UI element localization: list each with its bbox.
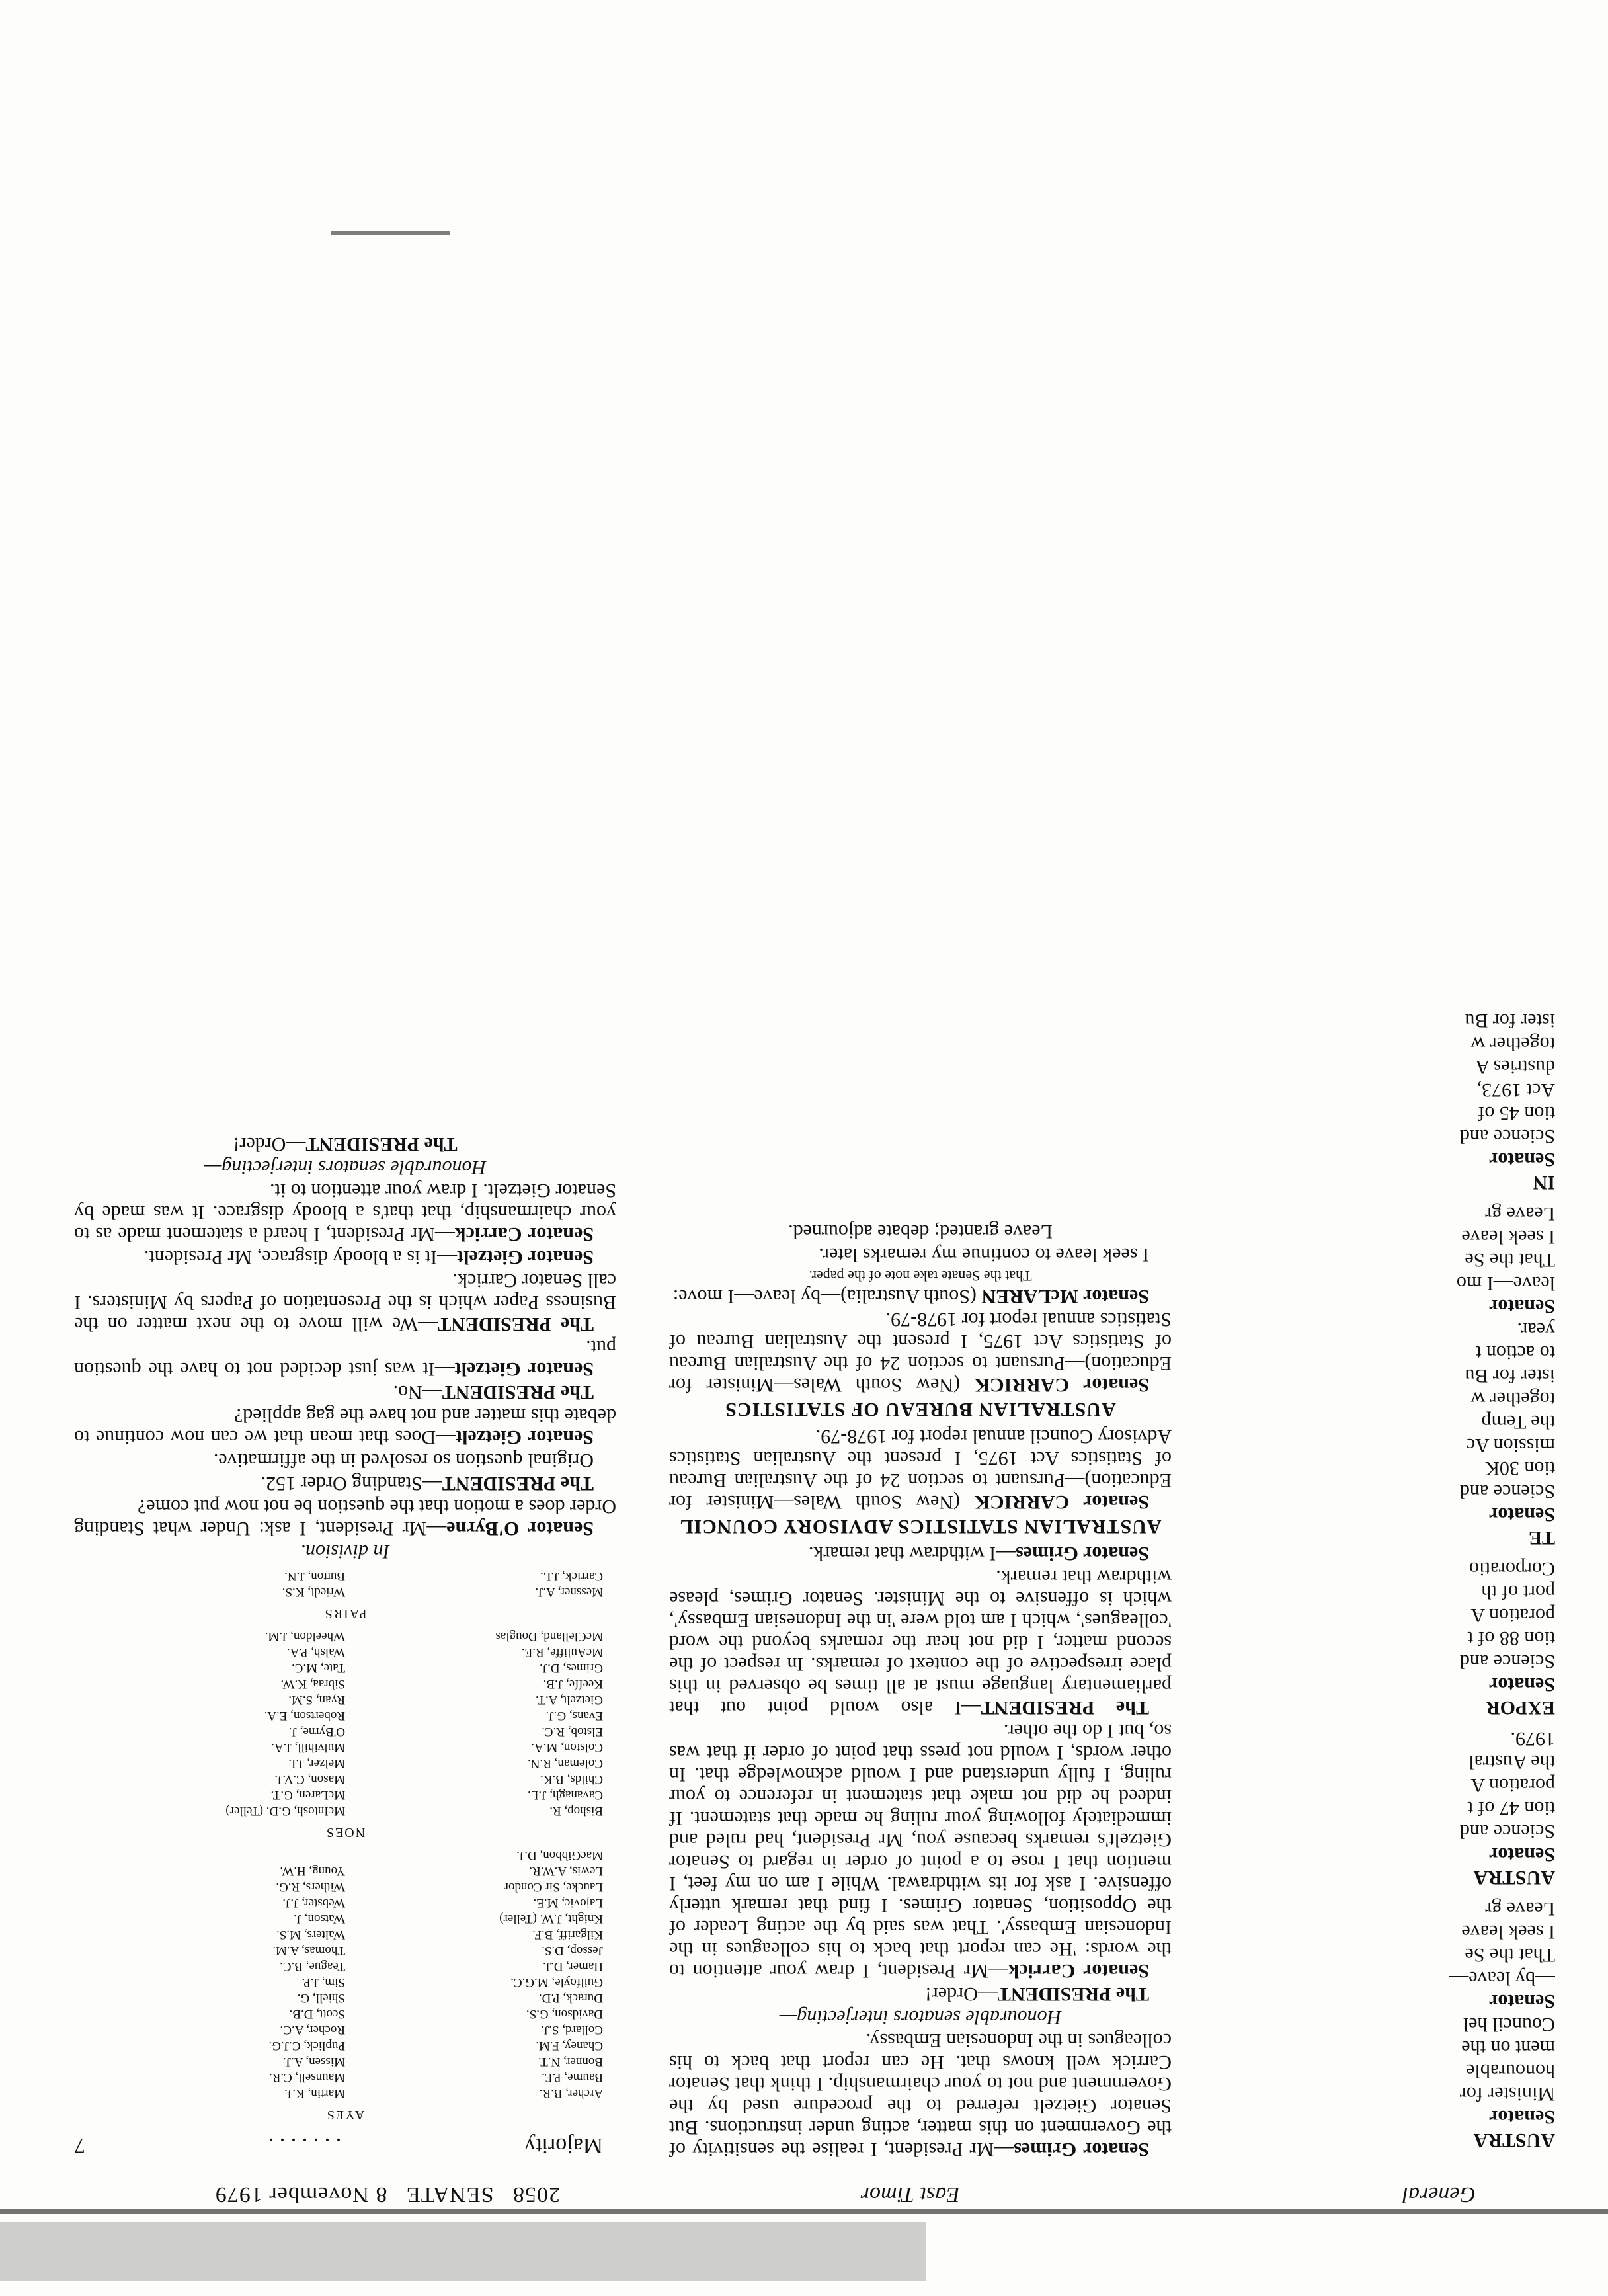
no-senator-name: Colston, M.A.: [531, 1741, 603, 1754]
center-running-title: East Timor: [860, 2182, 960, 2207]
speaker-name: Senator Grimes: [1014, 2139, 1149, 2160]
aye-senator-name: [87, 1847, 345, 1863]
cut-off-line: honourable: [1466, 2060, 1555, 2082]
interjecting-line: Honourable senators interjecting—: [779, 2006, 1062, 2028]
grimes-paragraphs: [669, 2030, 1172, 2160]
cut-off-line: tion 88 of t: [1467, 1627, 1555, 1649]
speaker-name: Senator Grimes: [1016, 1543, 1149, 1565]
speech-text: —Mr President, I heard a statement made as to your chairmanship, that that's a bloody disgrace. It was made by Senator Gietzelt. I draw your attention to it.: [74, 1180, 616, 1245]
scan-edge-noise: [0, 2222, 926, 2281]
seek-leave-line: I seek leave to continue my remarks later.: [819, 1244, 1149, 1266]
cut-off-line: together w: [1470, 1033, 1555, 1055]
cut-off-line: Senator: [1489, 1149, 1555, 1170]
no-senator-name: Cavanagh, J.L.: [528, 1788, 603, 1802]
cut-off-line: Council hel: [1463, 2014, 1555, 2035]
cut-off-line: mission Ac: [1466, 1434, 1555, 1456]
speaker-name: Senator Gietzelt: [457, 1247, 594, 1268]
speech-text: —We will move to the next matter on the Business Paper which is the Presentation of Papers by Ministers. I call Senator Carrick.: [74, 1270, 616, 1335]
no-senator-name: Sibraa, K.W.: [280, 1677, 345, 1691]
motion-text: That the Senate take note of the paper.: [809, 1268, 1032, 1284]
ayes-heading: AYES: [325, 2108, 365, 2122]
cut-off-line: tion 30K: [1485, 1457, 1555, 1479]
pair-senator-name: Button, J.N.: [284, 1569, 345, 1583]
speech-text: —Does that mean that we can now continue to debate this matter and not have the gag applied?: [74, 1405, 616, 1448]
cut-off-line: poration A: [1470, 1604, 1555, 1626]
speech-paragraph: [74, 1381, 616, 1403]
aye-senator-name: Withers, R.G.: [276, 1880, 345, 1894]
cut-off-line: Science and: [1459, 1126, 1555, 1147]
speech-paragraph: [74, 1450, 616, 1471]
aye-senator-name: Hamer, D.J.: [542, 1959, 603, 1973]
speech-paragraph: [669, 2030, 1172, 2160]
cut-off-line: ister for Bu: [1465, 1365, 1555, 1387]
no-senator-name: Childs, B.K.: [540, 1772, 603, 1786]
speech-text: —Mr President, I draw your attention to the words: 'He can report that back to his colleagues in the Indonesian Embassy'. That was said by the acting Leader of the Opposition, Senator Grimes. I find that remark utterly offensive. I ask for its withdrawal. While I am on my feet, I mention that I rose to a point of order in regard to Senator Gietzelt's remarks because you, Mr President, had ruled and immediately following your ruling he made that statement. If indeed he did not make that statement in reference to your ruling, I fully understand and I would acknowledge that. In other words, I would not press that point of order if that was so, but I do the other.: [669, 1720, 1172, 1982]
cut-off-line: I seek leave: [1461, 1921, 1555, 1943]
sitting-date: 8 November 1979: [214, 2182, 387, 2207]
speech-text: —It is a bloody disgrace, Mr President.: [143, 1247, 458, 1268]
no-senator-name: Coleman, R.N.: [528, 1756, 603, 1770]
speaker-name: Senator Carrick: [1008, 1960, 1149, 1982]
no-senator-name: Gietzelt, A.T.: [535, 1693, 603, 1707]
cut-off-line: Leave gr: [1485, 1203, 1555, 1225]
aye-senator-name: Jessop, D.S.: [542, 1944, 603, 1957]
speaker-name: Senator Gietzelt: [456, 1426, 594, 1448]
cut-off-line: That the Se: [1465, 1944, 1555, 1966]
cut-off-line: Senator: [1489, 1504, 1555, 1526]
aye-senator-name: Bonner, N.T.: [538, 2055, 603, 2069]
leave-granted-line: Leave granted; debate adjourned.: [788, 1221, 1053, 1243]
interjecting-line: Honourable senators interjecting—: [204, 1157, 487, 1178]
no-senator-name: McAuliffe, R.E.: [521, 1645, 603, 1659]
scan-edge-noise: [331, 231, 450, 235]
speaker-name: The PRESIDENT: [981, 1697, 1149, 1719]
aye-senator-name: Collard, S.J.: [541, 2023, 603, 2037]
aye-senator-name: Teague, B.C.: [280, 1959, 345, 1973]
cut-off-line: —by leave—: [1449, 1967, 1555, 1989]
cut-off-line: TE: [1528, 1527, 1555, 1549]
majority-leader: . . . . . . .: [268, 2133, 342, 2158]
pair-senator-name: Messner, A.J.: [535, 1585, 603, 1599]
speech-paragraph: [74, 1180, 616, 1245]
aye-senator-name: Guilfoyle, M.G.C.: [510, 1975, 603, 1989]
aye-senator-name: Archer, B.R.: [539, 2086, 603, 2100]
no-senator-name: McClelland, Douglas: [495, 1629, 603, 1643]
speaker-name: The PRESIDENT: [438, 1313, 594, 1335]
speech-paragraph: [74, 1473, 616, 1495]
aye-senator-name: Davidson, G.S.: [526, 2007, 603, 2021]
heading-bureau-of-statistics: AUSTRALIAN BUREAU OF STATISTICS: [725, 1399, 1116, 1420]
aye-senator-name: Watson, J.: [293, 1912, 345, 1926]
cut-off-column: [1225, 1008, 1555, 2160]
cut-off-line: Minister for: [1459, 2083, 1555, 2105]
cut-off-line: Senator: [1489, 1674, 1555, 1696]
majority-label: Majority: [524, 2133, 603, 2158]
noes-heading: NOES: [325, 1825, 366, 1840]
speech-text: —I withdraw that remark.: [808, 1543, 1016, 1565]
cut-off-line: Senator: [1489, 1844, 1555, 1866]
speech-text: —I also would point out that parliamentary language must at all times be observed in this place irrespective of the context of remarks. In respect of the second matter, I did not hear the remarks beyond the word 'colleagues', which I am told were 'in the Indonesian Embassy', which is offensive to the Minister. Senator Grimes, please withdraw that remark.: [668, 1566, 1172, 1719]
cut-off-line: Senator: [1489, 2106, 1555, 2128]
aye-senator-name: Scott, D.B.: [289, 2007, 345, 2021]
cut-off-line: AUSTRA: [1473, 2129, 1555, 2151]
aye-senator-name: Lajovic, M.E.: [533, 1896, 603, 1910]
cut-off-line: Act 1973,: [1476, 1079, 1555, 1101]
no-senator-name: Tate, M.C.: [292, 1661, 345, 1675]
mclaren-motion-intro: Senator McLAREN (South Australia)—by leave—I move:: [672, 1286, 1149, 1307]
aye-senator-name: Young, H.W.: [280, 1864, 345, 1878]
in-division-line: In division.: [300, 1541, 390, 1563]
no-senator-name: Bishop, R.: [549, 1804, 603, 1818]
cut-off-line: ister for Bu: [1465, 1010, 1555, 1032]
aye-senator-name: Sim, J.P.: [302, 1975, 345, 1989]
speech-paragraph: [74, 1270, 616, 1335]
speaker-name: Senator O'Byrne: [446, 1518, 594, 1539]
cut-off-line: poration A: [1470, 1774, 1555, 1796]
aye-senator-name: Webster, J.J.: [282, 1896, 345, 1910]
cut-off-line: ment on the: [1461, 2037, 1555, 2059]
no-senator-name: Evans, G.J.: [545, 1709, 603, 1723]
president-order: The PRESIDENT—Order!: [233, 1133, 458, 1155]
speech-text: —Mr President, I realise the sensitivity of the Government on this matter, acting under instructions. But Senator Gietzelt referred to the procedure used by the Government and not to your chairmanship. I think that Senator Carrick well knows that. He can report that back to his colleagues in the Indonesian Embassy.: [669, 2030, 1172, 2160]
no-senator-name: McLaren, G.T.: [270, 1788, 345, 1802]
no-senator-name: Grimes, D.J.: [539, 1661, 603, 1675]
cut-off-line: IN: [1533, 1172, 1555, 1194]
chamber-name: SENATE: [405, 2182, 494, 2207]
cut-off-line: leave—I mo: [1456, 1272, 1555, 1294]
speaker-name: Senator Carrick: [454, 1223, 594, 1245]
carrick-advisory-report: Senator CARRICK (New South Wales—Minister for Education)—Pursuant to section 24 of the Australian Bureau of Statistics Act 1975, I present the Australian Statistics Advisory Council annual report for 1978-79.: [669, 1426, 1172, 1513]
right-column: [74, 1132, 616, 2160]
no-senator-name: O'Byrne, J.: [288, 1725, 345, 1739]
cut-off-line: year.: [1517, 1319, 1555, 1340]
running-header: [0, 2167, 1608, 2207]
ayes-list: [74, 1847, 616, 2101]
no-senator-name: Walsh, P.A.: [286, 1645, 345, 1659]
speech-text: —Mr President, I ask: Under what Standing Order does a motion that the question be not now put come?: [74, 1496, 616, 1539]
aye-senator-name: Laucke, Sir Condor: [504, 1880, 603, 1894]
speech-paragraph: [74, 1247, 616, 1268]
cut-off-line: Leave gr: [1485, 1898, 1555, 1920]
cut-off-line: Science and: [1459, 1651, 1555, 1672]
cut-off-line: That the Se: [1465, 1249, 1555, 1271]
cut-off-line: Science and: [1459, 1481, 1555, 1502]
cut-off-line: tion 47 of t: [1467, 1797, 1555, 1819]
no-senator-name: Wheeldon, J.M.: [264, 1629, 345, 1643]
aye-senator-name: Durack, P.D.: [538, 1991, 603, 2005]
aye-senator-name: Baume, P.E.: [542, 2070, 603, 2084]
aye-senator-name: Rocher, A.C.: [280, 2023, 345, 2037]
cut-off-line: to action t: [1476, 1342, 1555, 1364]
pair-senator-name: Wriedt, K.S.: [282, 1585, 345, 1599]
cut-off-line: Science and: [1459, 1821, 1555, 1842]
division-debate-paragraphs: [74, 1180, 616, 1539]
speech-paragraph: [669, 1543, 1172, 1565]
cut-off-line: the Austral: [1468, 1751, 1555, 1773]
cut-off-line: together w: [1470, 1388, 1555, 1410]
pair-senator-name: Carrick, J.L.: [540, 1569, 603, 1583]
speaker-name: Senator Gietzelt: [454, 1358, 594, 1380]
no-senator-name: McIntosh, G.D. (Teller): [225, 1804, 345, 1818]
no-senator-name: Robertson, E.A.: [264, 1709, 345, 1723]
no-senator-name: Keeffe, J.B.: [543, 1677, 603, 1691]
carrick-bureau-report: Senator CARRICK (New South Wales—Minister for Education)—Pursuant to section 24 of the Australian Bureau of Statistics Act 1975, I present the Australian Bureau of Statistics annual report for 1978-79.: [669, 1309, 1172, 1396]
pairs-heading: PAIRS: [323, 1606, 367, 1621]
aye-senator-name: MacGibbon, D.J.: [516, 1848, 603, 1862]
cut-off-line: tion 45 of: [1478, 1102, 1555, 1124]
no-senator-name: Melzer, J.I.: [288, 1756, 345, 1770]
pairs-list: [74, 1568, 616, 1600]
aye-senator-name: Shiell, G.: [297, 1991, 345, 2005]
scan-edge-noise: [0, 2209, 1608, 2214]
carrick-president-paragraphs: [669, 1543, 1172, 1982]
page-header-right: [215, 2182, 560, 2207]
aye-senator-name: Missen, A.J.: [283, 2055, 345, 2069]
page-number: 2058: [512, 2182, 560, 2207]
aye-senator-name: Puplick, C.J.G.: [268, 2039, 345, 2053]
speaker-name: The PRESIDENT: [442, 1473, 594, 1495]
middle-column: [669, 1219, 1172, 2160]
majority-value: 7: [74, 2133, 86, 2158]
aye-senator-name: Walters, M.S.: [276, 1928, 345, 1942]
cut-off-line: AUSTRA: [1473, 1867, 1555, 1889]
speech-paragraph: [74, 1405, 616, 1448]
no-senator-name: Mason, C.V.J.: [274, 1772, 345, 1786]
cut-off-line: 1979.: [1510, 1728, 1555, 1750]
speech-paragraph: [74, 1496, 616, 1539]
cut-off-line: Senator: [1489, 1990, 1555, 2012]
cut-off-line: I seek leave: [1461, 1226, 1555, 1248]
cut-off-line: dustries A: [1475, 1056, 1555, 1078]
no-senator-name: Elstob, R.C.: [542, 1725, 603, 1739]
no-senator-name: Ryan, S.M.: [288, 1693, 345, 1707]
cut-off-line: port of th: [1481, 1581, 1555, 1603]
aye-senator-name: Knight, J.W. (Teller): [499, 1912, 603, 1926]
speech-paragraph: [669, 1720, 1172, 1982]
cut-off-line: Corporatio: [1469, 1558, 1555, 1580]
aye-senator-name: Thomas, A.M.: [272, 1944, 345, 1957]
cut-off-line: Senator: [1489, 1295, 1555, 1317]
speech-text: —It was just decided not to have the question put.: [74, 1336, 616, 1380]
aye-senator-name: Martin, K.J.: [284, 2086, 345, 2100]
speech-text: Original question so resolved in the affirmative.: [213, 1450, 594, 1471]
left-running-title: General: [1402, 2182, 1476, 2207]
heading-statistics-advisory-council: AUSTRALIAN STATISTICS ADVISORY COUNCIL: [679, 1516, 1162, 1538]
speech-paragraph: [669, 1566, 1172, 1719]
noes-list: [74, 1628, 616, 1819]
aye-senator-name: Chaney, F.M.: [536, 2039, 603, 2053]
aye-senator-name: Maunsell, C.R.: [268, 2070, 345, 2084]
cut-off-line: EXPOR: [1486, 1697, 1555, 1719]
aye-senator-name: Lewis, A.W.R.: [529, 1864, 603, 1878]
cut-off-line: the Temp: [1481, 1411, 1555, 1433]
speech-text: —No.: [393, 1381, 442, 1403]
speech-paragraph: [74, 1336, 616, 1380]
majority-line: [74, 2135, 603, 2156]
no-senator-name: Mulvihill, J.A.: [271, 1741, 345, 1754]
aye-senator-name: Kilgariff, B.F.: [532, 1928, 603, 1942]
speech-text: —Standing Order 152.: [261, 1473, 442, 1495]
speaker-name: The PRESIDENT: [442, 1381, 594, 1403]
president-order: The PRESIDENT—Order!: [924, 1983, 1149, 2005]
